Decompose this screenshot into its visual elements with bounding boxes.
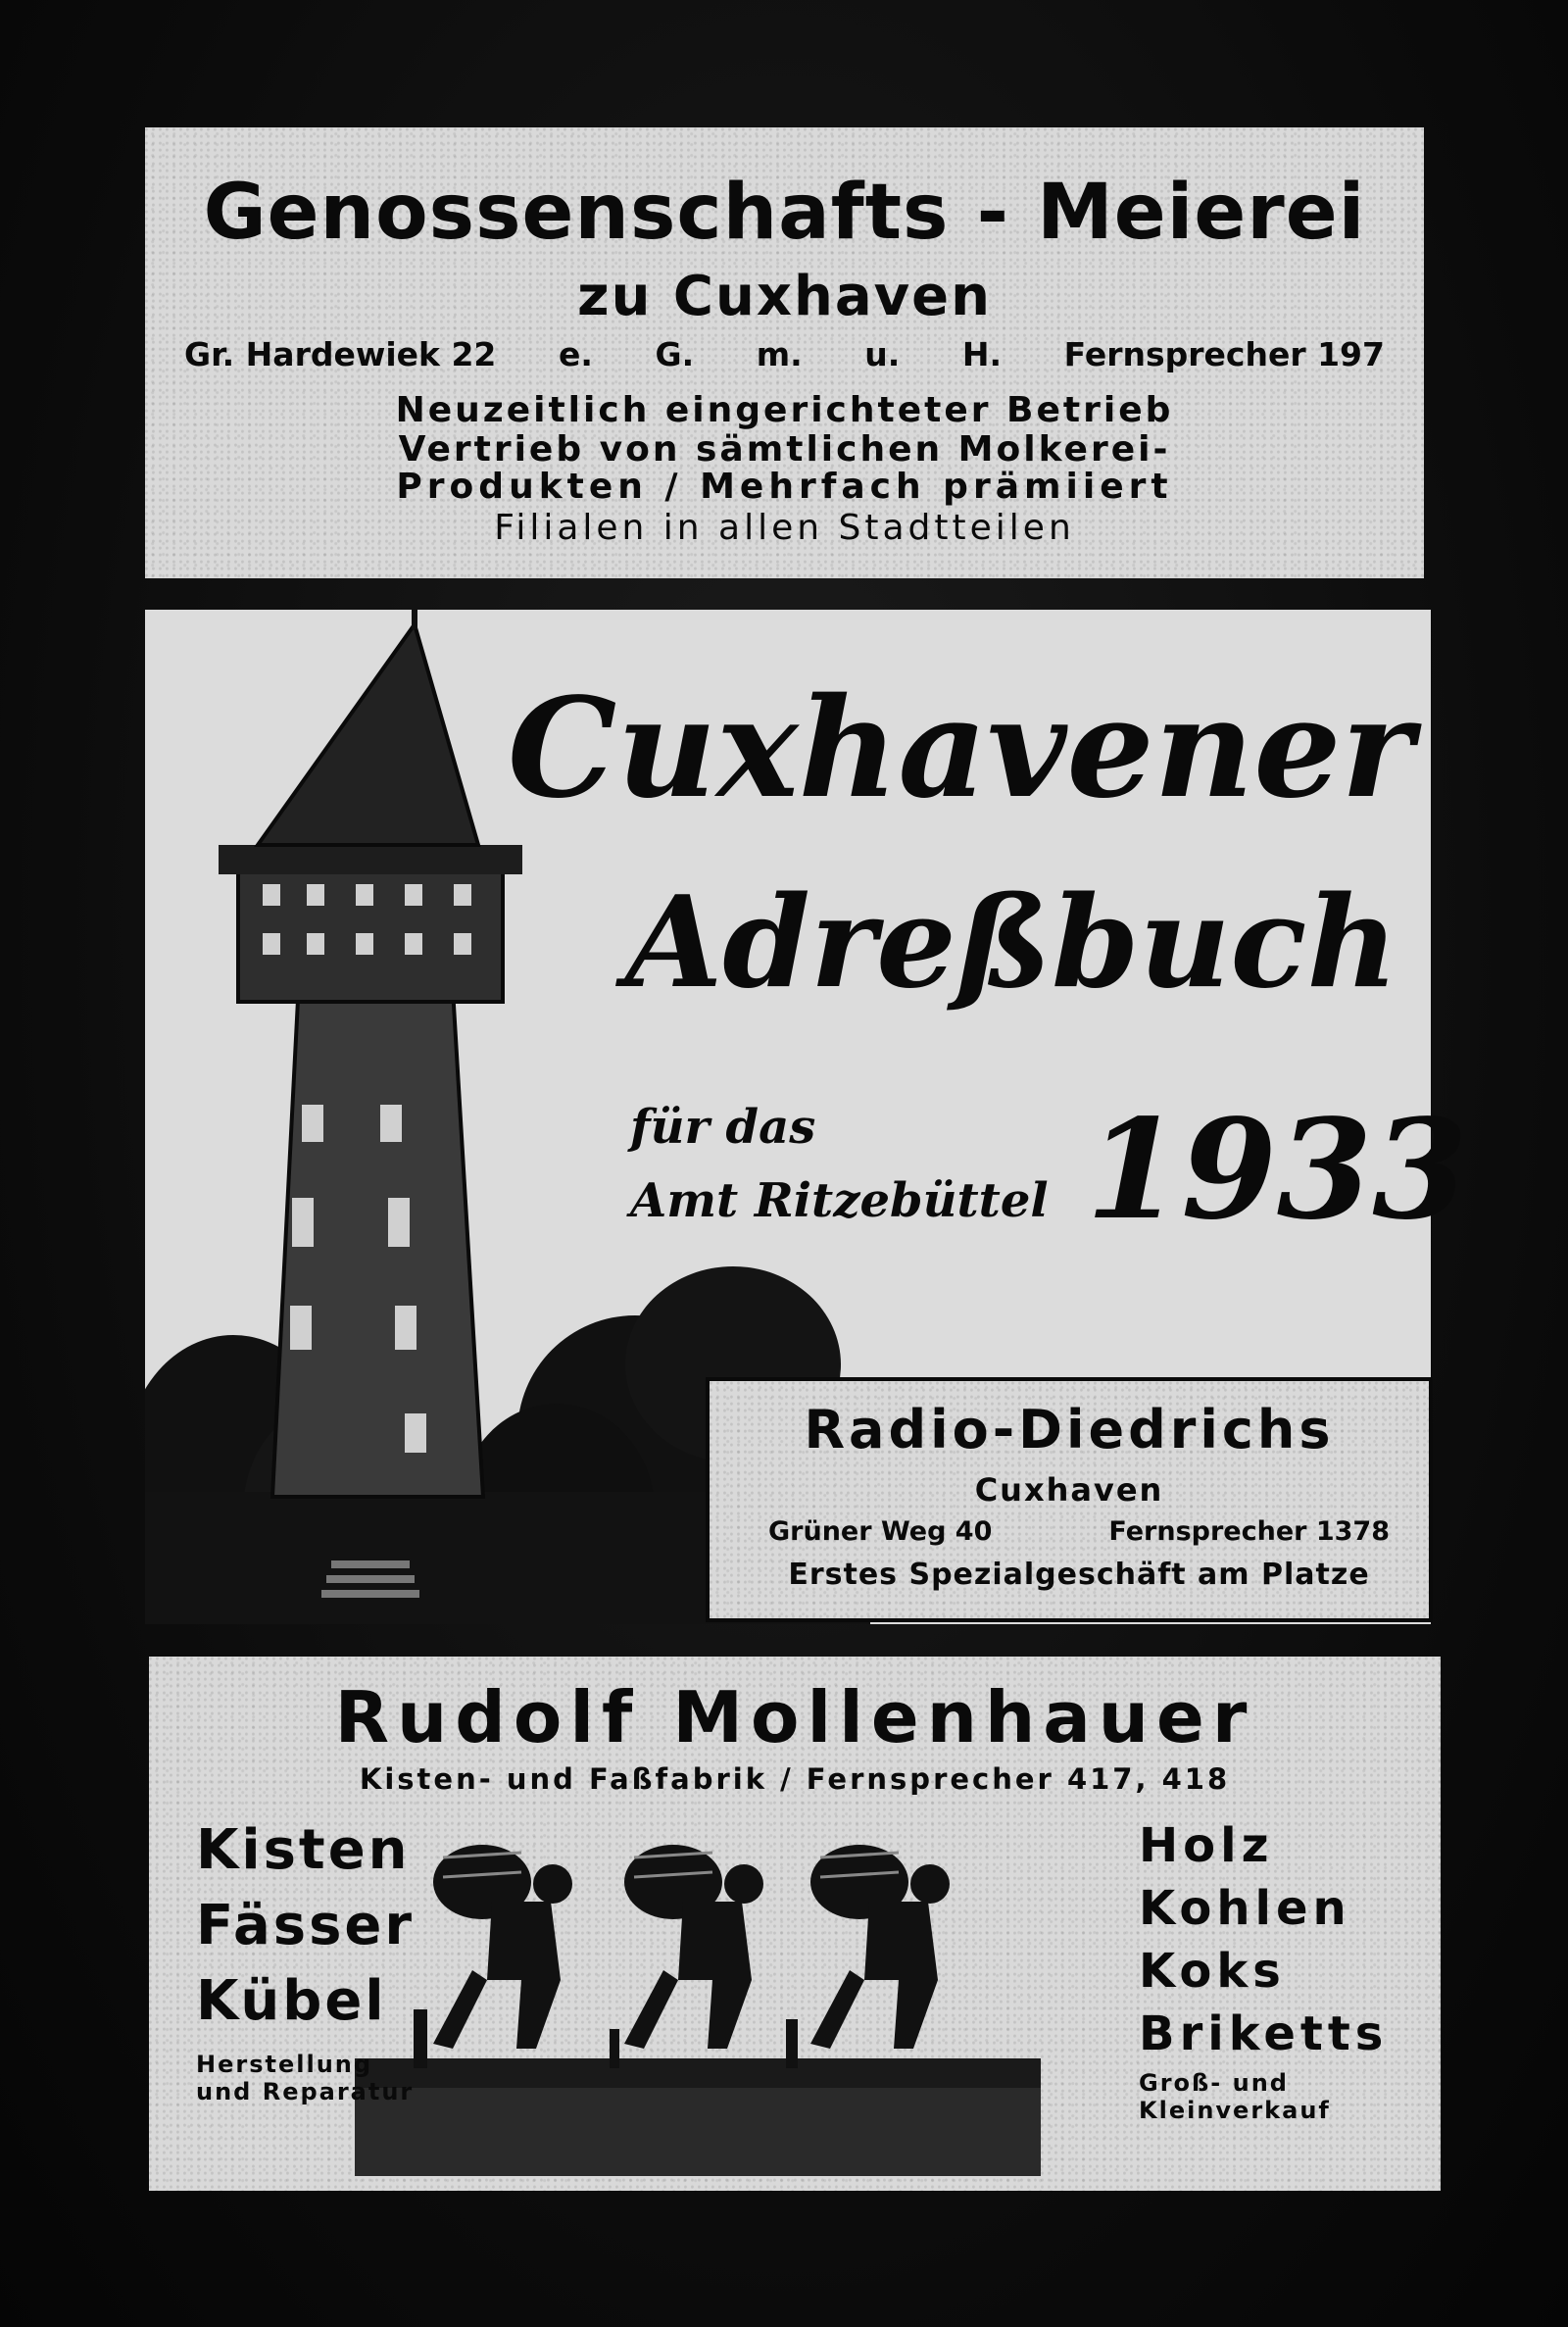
left-note-2: und Reparatur xyxy=(196,2078,415,2105)
left-note-1: Herstellung xyxy=(196,2051,373,2078)
dairy-advertisement xyxy=(145,127,1424,578)
radio-advertisement xyxy=(706,1377,1433,1622)
book-year: 1933 xyxy=(1086,1090,1468,1251)
radio-address: Grüner Weg 40 xyxy=(768,1516,993,1547)
product-kuebel: Kübel xyxy=(196,1969,387,2033)
factory-desc: Kisten- und Faßfabrik / Fernsprecher 417, 418 xyxy=(359,1762,1231,1796)
dairy-desc-4: Filialen in allen Stadtteilen xyxy=(494,508,1075,548)
product-briketts: Briketts xyxy=(1139,2006,1389,2061)
dairy-contact-row xyxy=(184,335,1385,373)
product-holz: Holz xyxy=(1139,1818,1274,1873)
dairy-phone: Fernsprecher 197 xyxy=(1063,335,1385,373)
dairy-title: Genossenschafts - Meierei xyxy=(203,169,1366,257)
right-note-2: Kleinverkauf xyxy=(1139,2097,1331,2124)
radio-contact-row xyxy=(768,1516,1390,1547)
abbr-3: m. xyxy=(756,335,803,373)
product-list-right xyxy=(1139,1818,1388,2124)
dairy-desc-1: Neuzeitlich eingerichteter Betrieb xyxy=(395,390,1174,430)
radio-phone: Fernsprecher 1378 xyxy=(1108,1516,1390,1547)
crate-factory-advertisement xyxy=(149,1657,1441,2191)
book-title-line-2: Adreßbuch xyxy=(625,869,1398,1016)
product-list-left xyxy=(196,1818,415,2105)
abbr-2: G. xyxy=(655,335,695,373)
abbr-1: e. xyxy=(558,335,593,373)
book-subtitle-2: Amt Ritzebüttel xyxy=(630,1173,1049,1228)
product-kohlen: Kohlen xyxy=(1139,1881,1351,1936)
dairy-desc-2: Vertrieb von sämtlichen Molkerei- xyxy=(398,429,1171,470)
dairy-subtitle: zu Cuxhaven xyxy=(576,265,993,328)
book-subtitle-1: für das xyxy=(630,1100,816,1155)
right-note-1: Groß- und xyxy=(1139,2069,1289,2097)
book-title-line-1: Cuxhavener xyxy=(508,668,1414,829)
dairy-desc-3: Produkten / Mehrfach prämiiert xyxy=(396,467,1173,507)
abbr-4: u. xyxy=(864,335,901,373)
product-koks: Koks xyxy=(1139,1944,1286,1999)
factory-name: Rudolf Mollenhauer xyxy=(334,1676,1255,1758)
radio-city: Cuxhaven xyxy=(974,1471,1164,1509)
radio-tagline: Erstes Spezialgeschäft am Platze xyxy=(788,1558,1370,1592)
product-kisten: Kisten xyxy=(196,1818,411,1882)
abbr-5: H. xyxy=(961,335,1003,373)
radio-name: Radio-Diedrichs xyxy=(804,1399,1335,1461)
dairy-address: Gr. Hardewiek 22 xyxy=(184,335,497,373)
product-faesser: Fässer xyxy=(196,1894,416,1957)
